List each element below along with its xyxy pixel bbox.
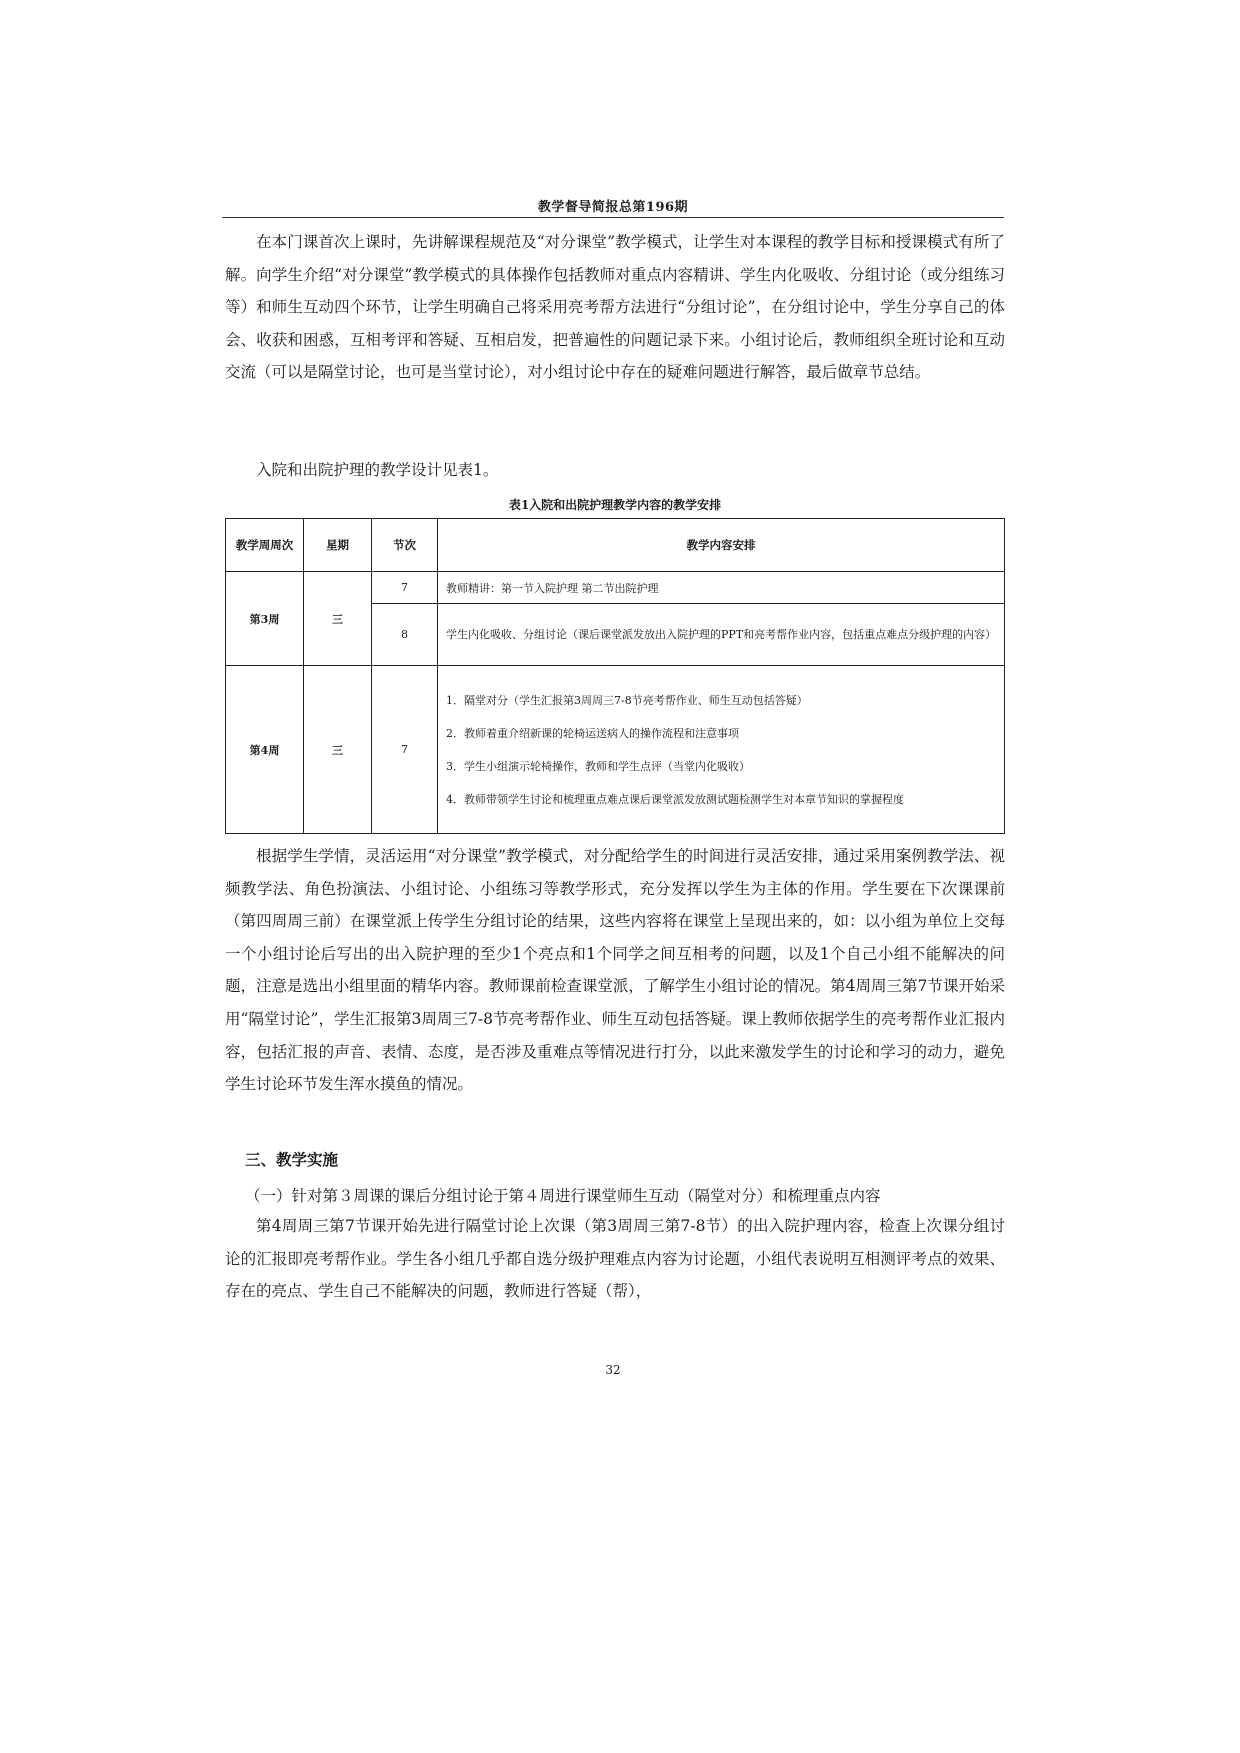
- table-row: [226, 572, 1005, 604]
- list-item: 3．学生小组演示轮椅操作，教师和学生点评（当堂内化吸收）: [446, 759, 750, 773]
- table-caption: 表1入院和出院护理教学内容的教学安排: [508, 498, 722, 512]
- period-cell: 7: [372, 666, 438, 834]
- table-reference-paragraph: 入院和出院护理的教学设计见表1。: [256, 461, 499, 479]
- period-cell: 7: [372, 572, 438, 604]
- period-cell: 8: [372, 604, 438, 666]
- header-rule: [222, 217, 1004, 218]
- page-number: 32: [605, 1363, 621, 1377]
- table-header-row: [226, 519, 1005, 572]
- list-item: 1．隔堂对分（学生汇报第3周周三7-8节亮考帮作业、师生互动包括答疑）: [446, 693, 808, 707]
- schedule-table: [225, 518, 1005, 834]
- content-cell: 教师精讲：第一节入院护理 第二节出院护理: [438, 572, 1005, 604]
- table-row: [226, 666, 1005, 834]
- header-week: 教学周周次: [226, 519, 304, 572]
- week4-weekday-cell: 三: [304, 666, 372, 834]
- intro-paragraph: 在本门课首次上课时，先讲解课程规范及“对分课堂”教学模式，让学生对本课程的教学目标和授课模式有所了解。向学生介绍“对分课堂”教学模式的具体操作包括教师对重点内容精讲、学生内化吸收、分组讨论（或分组练习等）和师生互动四个环节，让学生明确自己将采用亮考帮方法进行“分组讨论”，在分组讨论中，学生分享自己的体会、收获和困惑，互相考评和答疑、互相启发，把普遍性的问题记录下来。小组讨论后，教师组织全班讨论和互动交流（可以是隔堂讨论，也可是当堂讨论），对小组讨论中存在的疑难问题进行解答，最后做章节总结。: [225, 233, 1005, 382]
- section-heading: 三、教学实施: [245, 1150, 339, 1169]
- header-weekday: 星期: [304, 519, 372, 572]
- list-item: 4．教师带领学生讨论和梳理重点难点课后课堂派发放测试题检测学生对本章节知识的掌握程度: [446, 792, 904, 806]
- method-paragraph: 根据学生学情，灵活运用“对分课堂”教学模式，对分配给学生的时间进行灵活安排，通过采用案例教学法、视频教学法、角色扮演法、小组讨论、小组练习等教学形式，充分发挥以学生为主体的作用。学生要在下次课课前（第四周周三前）在课堂派上传学生分组讨论的结果，这些内容将在课堂上呈现出来的，如：以小组为单位上交每一个小组讨论后写出的出入院护理的至少1个亮点和1个同学之间互相考的问题，以及1个自己小组不能解决的问题，注意是选出小组里面的精华内容。教师课前检查课堂派，了解学生小组讨论的情况。第4周周三第7节课开始采用“隔堂讨论”，学生汇报第3周周三7-8节亮考帮作业、师生互动包括答疑。课上教师依据学生的亮考帮作业汇报内容，包括汇报的声音、表情、态度，是否涉及重难点等情况进行打分，以此来激发学生的讨论和学习的动力，避免学生讨论环节发生浑水摸鱼的情况。: [225, 847, 1005, 1094]
- header-period: 节次: [372, 519, 438, 572]
- subsection-heading: （一）针对第３周课的课后分组讨论于第４周进行课堂师生互动（隔堂对分）和梳理重点内容: [245, 1187, 881, 1205]
- week4-cell: 第4周: [226, 666, 304, 834]
- content-cell: 学生内化吸收、分组讨论（课后课堂派发放出入院护理的PPT和亮考帮作业内容，包括重点难点分级护理的内容）: [438, 604, 1005, 666]
- list-item: 2．教师着重介绍新课的轮椅运送病人的操作流程和注意事项: [446, 726, 739, 740]
- running-header: 教学督导简报总第196期: [537, 200, 689, 215]
- week3-weekday-cell: 三: [304, 572, 372, 666]
- implementation-paragraph: 第4周周三第7节课开始先进行隔堂讨论上次课（第3周周三第7-8节）的出入院护理内容，检查上次课分组讨论的汇报即亮考帮作业。学生各小组几乎都自选分级护理难点内容为讨论题，小组代表说明互相测评考点的效果、存在的亮点、学生自己不能解决的问题，教师进行答疑（帮），: [225, 1217, 1005, 1301]
- header-content: 教学内容安排: [438, 519, 1005, 572]
- week3-cell: 第3周: [226, 572, 304, 666]
- content-cell: [438, 666, 1005, 834]
